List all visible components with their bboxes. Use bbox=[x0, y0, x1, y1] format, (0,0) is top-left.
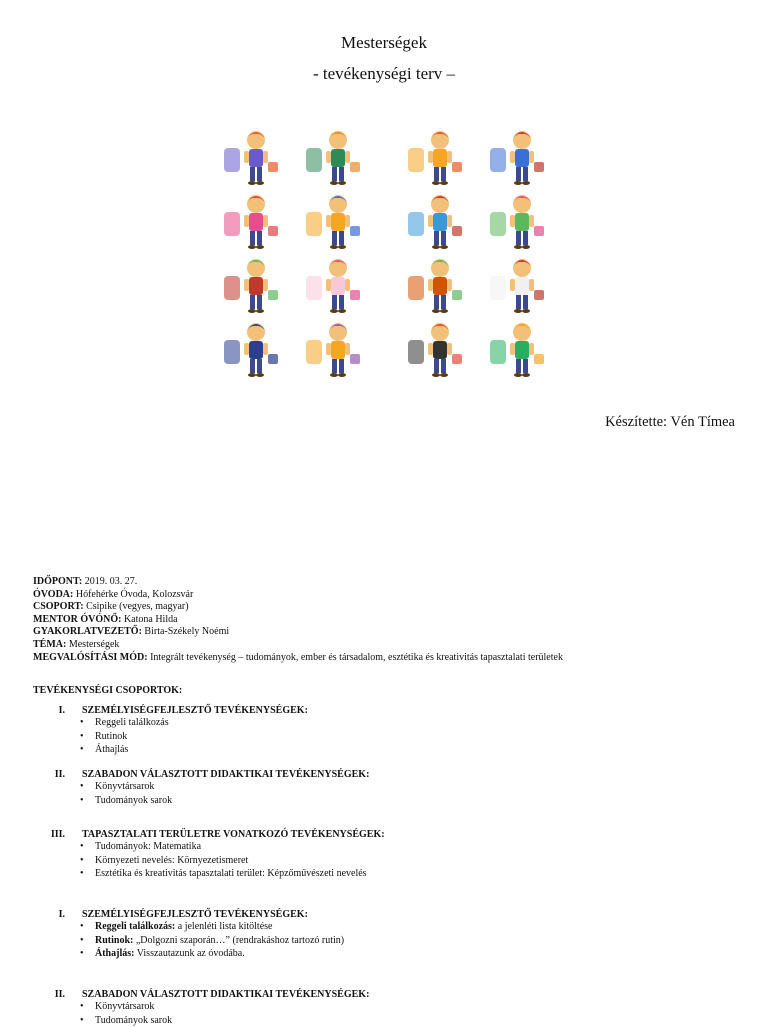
painter-kid-icon bbox=[406, 126, 466, 188]
meta-label: GYAKORLATVEZETŐ: bbox=[33, 626, 142, 637]
item-text: Tudományok sarok bbox=[95, 1015, 172, 1026]
list-item bbox=[77, 947, 344, 961]
list-item bbox=[77, 1000, 172, 1014]
section-number: III. bbox=[35, 828, 65, 842]
groups-title-text: TEVÉKENYSÉGI CSOPORTOK: bbox=[33, 685, 182, 696]
item-text: Visszautazunk az óvodába. bbox=[134, 948, 244, 959]
section-number: I. bbox=[35, 704, 65, 718]
meta-value: Hófehérke Óvoda, Kolozsvár bbox=[73, 589, 193, 600]
section-list bbox=[77, 716, 169, 757]
item-text: Könyvtársarok bbox=[95, 1001, 154, 1012]
meta-value: Katona Hilda bbox=[121, 614, 177, 625]
list-item: • Tudományok: Matematika bbox=[77, 840, 367, 854]
document-title: Mesterségek bbox=[0, 33, 768, 53]
document-subtitle: - tevékenységi terv – bbox=[0, 64, 768, 84]
section-number: II. bbox=[35, 988, 65, 1002]
section-list bbox=[77, 920, 344, 961]
hairdresser-kid-icon bbox=[222, 190, 282, 252]
professions-illustration bbox=[222, 126, 538, 388]
family-kid-icon bbox=[304, 318, 364, 380]
list-item: • Könyvtársarok bbox=[77, 780, 172, 794]
meta-label: MENTOR ÓVÓNŐ: bbox=[33, 614, 121, 625]
meta-row bbox=[33, 576, 563, 589]
meta-value: Integrált tevékenység – tudományok, ember és társadalom, esztétika és kreativitás tapasztalati területek bbox=[148, 652, 563, 663]
section-number: I. bbox=[35, 908, 65, 922]
section-heading: SZABADON VÁLASZTOTT DIDAKTIKAI TEVÉKENYSÉGEK: bbox=[82, 768, 369, 782]
section-heading: SZABADON VÁLASZTOTT DIDAKTIKAI TEVÉKENYSÉGEK: bbox=[82, 988, 369, 1002]
meta-value: Birta-Székely Noémi bbox=[142, 626, 229, 637]
meta-value: Mesterségek bbox=[66, 639, 119, 650]
author-line: Készítette: Vén Tímea bbox=[605, 414, 735, 431]
rocket-kid-icon bbox=[222, 126, 282, 188]
ballerina-kid-icon bbox=[304, 254, 364, 316]
fuel-station-kid-icon bbox=[304, 190, 364, 252]
list-item: • Környezeti nevelés: Környezetismeret bbox=[77, 854, 367, 868]
list-item: • Reggeli találkozás bbox=[77, 716, 169, 730]
bricklayer-kid-icon bbox=[222, 254, 282, 316]
item-text: a jelenléti lista kitöltése bbox=[175, 921, 272, 932]
groups-title bbox=[33, 684, 182, 698]
list-item bbox=[77, 934, 344, 948]
item-label: Rutinok: bbox=[95, 935, 133, 946]
meta-label: TÉMA: bbox=[33, 639, 66, 650]
section-list bbox=[77, 780, 172, 807]
nurse-kid-icon bbox=[488, 254, 548, 316]
meta-value: 2019. 03. 27. bbox=[82, 576, 137, 587]
meta-row bbox=[33, 639, 563, 652]
meta-value: Csipike (vegyes, magyar) bbox=[84, 601, 189, 612]
meta-row bbox=[33, 652, 563, 665]
list-item: • Esztétika és kreativitás tapasztalati terület: Képzőművészeti nevelés bbox=[77, 867, 367, 881]
list-item bbox=[77, 1014, 172, 1027]
meta-row bbox=[33, 589, 563, 602]
meta-label: ÓVODA: bbox=[33, 589, 73, 600]
section-heading: SZEMÉLYISÉGFEJLESZTŐ TEVÉKENYSÉGEK: bbox=[82, 704, 308, 718]
pizza-kid-icon bbox=[406, 190, 466, 252]
meta-label: IDŐPONT: bbox=[33, 576, 82, 587]
meta-row bbox=[33, 614, 563, 627]
list-item bbox=[77, 920, 344, 934]
meta-label: CSOPORT: bbox=[33, 601, 84, 612]
list-item: • Áthajlás bbox=[77, 743, 169, 757]
football-kid-icon bbox=[406, 318, 466, 380]
teacher-kid-icon bbox=[488, 190, 548, 252]
section-list bbox=[77, 840, 367, 881]
section-heading: TAPASZTALATI TERÜLETRE VONATKOZÓ TEVÉKENYSÉGEK: bbox=[82, 828, 385, 842]
meta-label: MEGVALÓSÍTÁSI MÓD: bbox=[33, 652, 148, 663]
policeman-kid-icon bbox=[222, 318, 282, 380]
meta-block bbox=[33, 576, 563, 664]
item-label: Reggeli találkozás: bbox=[95, 921, 175, 932]
list-item: • Tudományok sarok bbox=[77, 794, 172, 808]
list-item: • Rutinok bbox=[77, 730, 169, 744]
chef-kid-icon bbox=[304, 126, 364, 188]
section-list bbox=[77, 1000, 172, 1027]
section-number: II. bbox=[35, 768, 65, 782]
meta-row bbox=[33, 626, 563, 639]
item-text: „Dolgozni szaporán…” (rendrakáshoz tartozó rutin) bbox=[133, 935, 344, 946]
gardener-kid-icon bbox=[488, 318, 548, 380]
builder-kid-icon bbox=[406, 254, 466, 316]
meta-row bbox=[33, 601, 563, 614]
section-heading: SZEMÉLYISÉGFEJLESZTŐ TEVÉKENYSÉGEK: bbox=[82, 908, 308, 922]
singer-kid-icon bbox=[488, 126, 548, 188]
item-label: Áthajlás: bbox=[95, 948, 134, 959]
